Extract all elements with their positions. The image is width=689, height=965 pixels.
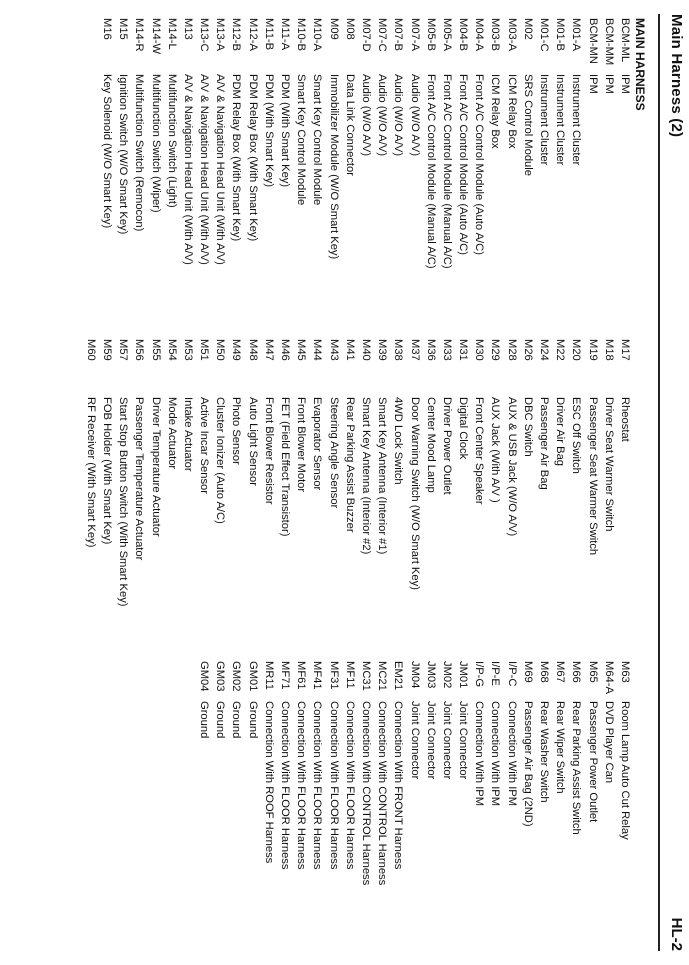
connector-row: [504, 661, 520, 885]
connector-row: [406, 339, 422, 607]
connector-name: A/V & Navigation Head Unit (With A/V): [214, 74, 227, 265]
connector-row: [245, 18, 261, 269]
connector-row: [455, 18, 471, 269]
connector-row: [131, 18, 147, 269]
connector-row: [212, 339, 228, 607]
connector-code: M57: [117, 339, 130, 361]
connector-code: GM03: [214, 661, 227, 692]
connector-name: Audio (W/O A/V): [392, 74, 405, 157]
connector-name: PDM (With Smart Key): [279, 74, 292, 188]
connector-code: M41: [343, 339, 356, 361]
connector-row: [325, 339, 341, 607]
connector-code: M14-L: [165, 18, 178, 50]
connector-code: JM02: [440, 661, 453, 689]
connector-name: Rear Washer Switch: [538, 701, 551, 803]
connector-name: Digital Clock: [457, 397, 470, 460]
connector-row: [115, 339, 131, 607]
connector-name: ESC Off Switch: [570, 397, 583, 474]
connector-name: Intake Actuator: [181, 397, 194, 472]
connector-row: [245, 339, 261, 607]
connector-name: Front A/C Control Module (Manual A/C): [440, 74, 453, 269]
connector-row: [277, 339, 293, 607]
connector-name: FET (Field Effect Transistor): [279, 397, 292, 537]
connector-code: MC31: [360, 661, 372, 691]
connector-code: M02: [521, 18, 534, 40]
connector-code: M66: [570, 661, 583, 683]
connector-row: [293, 339, 309, 607]
connector-code: M45: [295, 339, 308, 361]
connector-code: M22: [554, 339, 567, 361]
connector-code: M36: [424, 339, 437, 361]
connector-row: [309, 339, 325, 607]
connector-code: M65: [586, 661, 599, 683]
connector-name: Driver Power Outlet: [440, 397, 453, 495]
connector-name: Front A/C Control Module (Manual A/C): [424, 74, 437, 269]
connector-code: JM04: [408, 661, 421, 689]
connector-code: M13: [181, 18, 194, 40]
connector-row: [584, 661, 600, 885]
connector-name: Connection With FLOOR Harness: [279, 701, 292, 870]
connector-row: [164, 339, 180, 607]
connector-row: [568, 661, 584, 885]
connector-name: Ground: [214, 701, 227, 739]
connector-name: Connection With IPM: [489, 701, 502, 807]
connector-row: [180, 339, 196, 607]
connector-name: Front Blower Motor: [295, 397, 308, 493]
connector-name: Evaporator Sensor: [311, 397, 324, 491]
connector-code: M67: [554, 661, 567, 683]
connector-code: M10-A: [311, 18, 324, 51]
connector-row: [390, 661, 406, 885]
connector-name: Passenger Temperature Actuator: [133, 397, 146, 561]
connector-row: [471, 661, 487, 885]
connector-code: I/P-C: [505, 661, 518, 687]
connector-row: [584, 339, 600, 607]
connector-row: [471, 18, 487, 269]
connector-row: [423, 18, 439, 269]
connector-name: Room Lamp Auto Cut Relay: [619, 701, 631, 840]
connector-code: M10-B: [295, 18, 308, 51]
connector-row: [374, 661, 390, 885]
section-title: MAIN HARNESS: [633, 18, 647, 111]
connector-row: [536, 339, 552, 607]
connector-code: M49: [230, 339, 243, 361]
connector-row: [293, 18, 309, 269]
connector-code: M14-R: [133, 18, 146, 52]
connector-name: A/V & Navigation Head Unit (With A/V): [198, 74, 211, 265]
connector-name: Start Stop Button Switch (With Smart Key): [117, 397, 130, 607]
connector-row: [196, 18, 212, 269]
connector-name: Smart Key Control Module: [295, 74, 308, 206]
connector-row: [261, 661, 277, 885]
connector-code: MC21: [376, 661, 389, 691]
connector-row: [131, 339, 147, 607]
connector-name: A/V & Navigation Head Unit (With A/V): [181, 74, 194, 265]
connector-name: Cluster Ionizer (Auto A/C): [214, 397, 227, 524]
connector-name: RF Receiver (With Smart Key): [84, 397, 97, 548]
connector-name: AUX & USB Jack (W/O A/V): [505, 397, 518, 537]
connector-name: Door Warning Switch (W/O Smart Key): [408, 397, 421, 590]
connector-code: MF31: [327, 661, 340, 690]
connector-name: Connection With CONTROL Harness: [360, 701, 372, 886]
connector-row: [471, 339, 487, 607]
connector-name: Joint Connector: [457, 701, 470, 780]
connector-name: Passenger Power Outlet: [586, 701, 599, 823]
connector-row: [277, 18, 293, 269]
connector-name: Instrument Cluster: [554, 74, 567, 166]
connector-row: [504, 18, 520, 269]
connector-code: M04-B: [457, 18, 470, 51]
connector-code: M12-A: [246, 18, 259, 51]
connector-code: M01-B: [554, 18, 567, 51]
connector-row: [423, 339, 439, 607]
connector-code: M29: [489, 339, 502, 361]
connector-name: Passenger Air Bag: [538, 397, 551, 490]
connector-name: Joint Connector: [424, 701, 437, 780]
connector-row: [520, 339, 536, 607]
connector-code: M03-A: [505, 18, 518, 51]
connector-name: PDM Relay Box (With Smart Key): [246, 74, 259, 242]
connector-row: [212, 661, 228, 885]
connector-code: M24: [538, 339, 551, 361]
connector-name: Instrument Cluster: [538, 74, 551, 166]
connector-row: [374, 339, 390, 607]
connector-row: [617, 661, 633, 885]
connector-name: Auto Light Sensor: [246, 397, 259, 486]
connector-row: [536, 18, 552, 269]
connector-row: [358, 339, 374, 607]
connector-code: M13-A: [214, 18, 227, 51]
connector-name: Passenger Air Bag (2ND): [521, 701, 534, 827]
connector-name: Ignition Switch (W/O Smart Key): [117, 74, 130, 235]
connector-code: M53: [181, 339, 194, 361]
connector-name: Ground: [230, 701, 243, 739]
connector-name: Rear Parking Assist Switch: [570, 701, 583, 835]
connector-row: [374, 18, 390, 269]
connector-code: EM21: [392, 661, 405, 691]
connector-code: M31: [457, 339, 470, 361]
connector-row: [601, 661, 617, 885]
connector-row: [309, 661, 325, 885]
connector-name: Joint Connector: [440, 701, 453, 780]
connector-row: [439, 661, 455, 885]
connector-name: Data Link Connector: [343, 74, 356, 176]
connector-name: Multifunction Switch (Wiper): [149, 74, 162, 213]
connector-name: Rheostat: [619, 397, 631, 442]
connector-code: M03-B: [489, 18, 502, 51]
connector-row: [568, 18, 584, 269]
connector-code: M33: [440, 339, 453, 361]
connector-code: M50: [214, 339, 227, 361]
connector-name: Mode Actuator: [165, 397, 178, 470]
connector-code: M04-A: [473, 18, 486, 51]
connector-row: [423, 661, 439, 885]
connector-name: Front A/C Control Module (Auto A/C): [473, 74, 486, 255]
connector-code: JM03: [424, 661, 437, 689]
connector-row: [552, 661, 568, 885]
connector-row: [277, 661, 293, 885]
connector-code: M01-A: [570, 18, 583, 51]
connector-name: Key Solenoid (W/O Smart Key): [101, 74, 113, 229]
connector-code: MR11: [262, 661, 275, 691]
connector-code: M55: [149, 339, 162, 361]
connector-row: [342, 339, 358, 607]
connector-code: M15: [117, 18, 130, 40]
connector-row: [358, 18, 374, 269]
connector-code: BCM-ML: [619, 18, 631, 63]
connector-row: [180, 18, 196, 269]
connector-code: M48: [246, 339, 259, 361]
connector-row: [261, 18, 277, 269]
connector-row: [293, 661, 309, 885]
connector-name: Connection With FRONT Harness: [392, 701, 405, 870]
connector-row: [455, 339, 471, 607]
connector-name: Connection With ROOF Harness: [262, 701, 275, 864]
connector-code: M19: [586, 339, 599, 361]
connector-name: Connection With CONTROL Harness: [376, 701, 389, 886]
connector-name: Photo Sensor: [230, 397, 243, 465]
connector-name: DBC Switch: [521, 397, 534, 457]
connector-code: M43: [327, 339, 340, 361]
connector-name: Ground: [198, 701, 211, 739]
connector-name: Connection With FLOOR Harness: [327, 701, 340, 870]
connector-code: M07-D: [360, 18, 372, 52]
connector-code: M59: [101, 339, 113, 361]
connector-name: Front Center Speaker: [473, 397, 486, 505]
connector-name: Rear Wiper Switch: [554, 701, 567, 794]
connector-row: [568, 339, 584, 607]
connector-row: [406, 18, 422, 269]
connector-row: [504, 339, 520, 607]
connector-row: [406, 661, 422, 885]
connector-row: [164, 18, 180, 269]
connector-row: [325, 18, 341, 269]
connector-code: BCM-MN: [586, 18, 599, 64]
connector-code: M54: [165, 339, 178, 361]
connector-code: M56: [133, 339, 146, 361]
connector-name: Immobilizer Module (W/O Smart Key): [327, 74, 340, 260]
connector-code: MF41: [311, 661, 324, 690]
connector-row: [325, 661, 341, 885]
connector-code: I/P-G: [473, 661, 486, 688]
connector-row: [439, 339, 455, 607]
connector-row: [342, 661, 358, 885]
connector-name: Driver Temperature Actuator: [149, 397, 162, 537]
connector-row: [228, 339, 244, 607]
connector-code: M05-A: [440, 18, 453, 51]
connector-name: Ground: [246, 701, 259, 739]
connector-name: Audio (W/O A/V): [360, 74, 372, 157]
connector-code: M18: [602, 339, 615, 361]
connector-name: Multifunction Switch (Remocon): [133, 74, 146, 232]
connector-name: Audio (W/O A/V): [376, 74, 389, 157]
connector-row: [228, 18, 244, 269]
connector-code: M16: [101, 18, 113, 40]
connector-row: [309, 18, 325, 269]
connector-row: [601, 18, 617, 269]
connector-row: [487, 661, 503, 885]
connector-code: GM01: [246, 661, 259, 692]
connector-row: [147, 18, 163, 269]
connector-row: [261, 339, 277, 607]
connector-name: Smart Key Antenna (Interior #1): [376, 397, 389, 555]
page-title: Main Harness (2): [668, 14, 685, 138]
page-number: HL-2: [668, 917, 685, 951]
connector-row: [520, 661, 536, 885]
connector-name: Connection With FLOOR Harness: [343, 701, 356, 870]
connector-name: PDM (With Smart Key): [262, 74, 275, 188]
connector-name: Driver Air Bag: [554, 397, 567, 467]
connector-code: BCM-MM: [602, 18, 615, 66]
header-divider: [658, 14, 660, 951]
connector-row: [487, 339, 503, 607]
connector-name: AUX Jack (With A/V ): [489, 397, 502, 503]
connector-row: [83, 339, 99, 607]
connector-code: M26: [521, 339, 534, 361]
connector-row: [617, 18, 633, 269]
connector-code: M47: [262, 339, 275, 361]
connector-name: Active Incar Sensor: [198, 397, 211, 495]
connector-row: [601, 339, 617, 607]
connector-row: [228, 661, 244, 885]
connector-row: [342, 18, 358, 269]
connector-code: M17: [619, 339, 631, 361]
connector-code: M69: [521, 661, 534, 683]
connector-row: [552, 18, 568, 269]
connector-code: M38: [392, 339, 405, 361]
connector-code: M40: [360, 339, 372, 361]
connector-name: Joint Connector: [408, 701, 421, 780]
connector-code: M05-B: [424, 18, 437, 51]
connector-name: Steering Angle Sensor: [327, 397, 340, 509]
connector-column-1: [99, 18, 633, 269]
connector-code: M11-A: [279, 18, 292, 51]
connector-name: DVD Player Can: [602, 701, 615, 784]
connector-name: IPM: [586, 74, 599, 94]
connector-row: [536, 661, 552, 885]
connector-name: Connection With FLOOR Harness: [311, 701, 324, 870]
connector-name: Driver Seat Warmer Switch: [602, 397, 615, 532]
connector-name: Rear Parking Assist Buzzer: [343, 397, 356, 533]
connector-row: [584, 18, 600, 269]
connector-code: I/P-E: [489, 661, 502, 686]
connector-name: 4WD Lock Switch: [392, 397, 405, 485]
connector-row: [99, 18, 115, 269]
connector-code: M28: [505, 339, 518, 361]
connector-code: M68: [538, 661, 551, 683]
connector-name: IPM: [619, 74, 631, 94]
connector-row: [520, 18, 536, 269]
connector-code: M60: [84, 339, 97, 361]
connector-name: SRS Control Module: [521, 74, 534, 176]
connector-name: Smart Key Control Module: [311, 74, 324, 206]
connector-code: GM04: [198, 661, 211, 692]
connector-row: [358, 661, 374, 885]
connector-code: MF61: [295, 661, 308, 690]
connector-code: M64-A: [602, 661, 615, 694]
connector-name: ICM Relay Box: [505, 74, 518, 149]
connector-row: [99, 339, 115, 607]
connector-code: M11-B: [262, 18, 275, 51]
connector-row: [115, 18, 131, 269]
connector-code: M08: [343, 18, 356, 40]
connector-code: MF11: [343, 661, 356, 689]
connector-code: M37: [408, 339, 421, 361]
connector-code: MF71: [279, 661, 292, 690]
connector-row: [439, 18, 455, 269]
connector-code: M07-C: [376, 18, 389, 52]
connector-row: [212, 18, 228, 269]
connector-row: [617, 339, 633, 607]
connector-name: Connection With IPM: [473, 701, 486, 807]
connector-row: [455, 661, 471, 885]
connector-code: GM02: [230, 661, 243, 692]
connector-name: FOB Holder (With Smart Key): [101, 397, 113, 545]
connector-name: Front Blower Resistor: [262, 397, 275, 505]
connector-row: [390, 339, 406, 607]
connector-row: [552, 339, 568, 607]
connector-column-2: [83, 339, 633, 607]
connector-code: M07-B: [392, 18, 405, 51]
connector-name: Center Mood Lamp: [424, 397, 437, 493]
connector-row: [487, 18, 503, 269]
connector-name: Connection With IPM: [505, 701, 518, 807]
connector-name: Audio (W/O A/V): [408, 74, 421, 157]
connector-name: Connection With FLOOR Harness: [295, 701, 308, 870]
connector-code: M46: [279, 339, 292, 361]
connector-code: M51: [198, 339, 211, 361]
connector-code: M09: [327, 18, 340, 40]
connector-name: IPM: [602, 74, 615, 94]
connector-code: M39: [376, 339, 389, 361]
connector-code: M63: [619, 661, 631, 683]
connector-code: M44: [311, 339, 324, 361]
connector-name: Multifunction Switch (Light): [165, 74, 178, 208]
connector-code: M12-B: [230, 18, 243, 51]
connector-code: M20: [570, 339, 583, 361]
connector-name: ICM Relay Box: [489, 74, 502, 149]
connector-name: Smart Key Antenna (Interior #2): [360, 397, 372, 555]
connector-name: Front A/C Control Module (Auto A/C): [457, 74, 470, 255]
connector-code: M01-C: [538, 18, 551, 52]
connector-row: [196, 339, 212, 607]
connector-code: M07-A: [408, 18, 421, 51]
connector-code: M13-C: [198, 18, 211, 52]
connector-row: [196, 661, 212, 885]
connector-row: [147, 339, 163, 607]
connector-name: PDM Relay Box (With Smart Key): [230, 74, 243, 242]
connector-name: Passenger Seat Warmer Switch: [586, 397, 599, 556]
connector-column-3: [196, 661, 633, 885]
connector-code: JM01: [457, 661, 470, 689]
connector-code: M30: [473, 339, 486, 361]
connector-row: [245, 661, 261, 885]
connector-code: M14-W: [149, 18, 162, 55]
connector-name: Instrument Cluster: [570, 74, 583, 166]
connector-row: [390, 18, 406, 269]
